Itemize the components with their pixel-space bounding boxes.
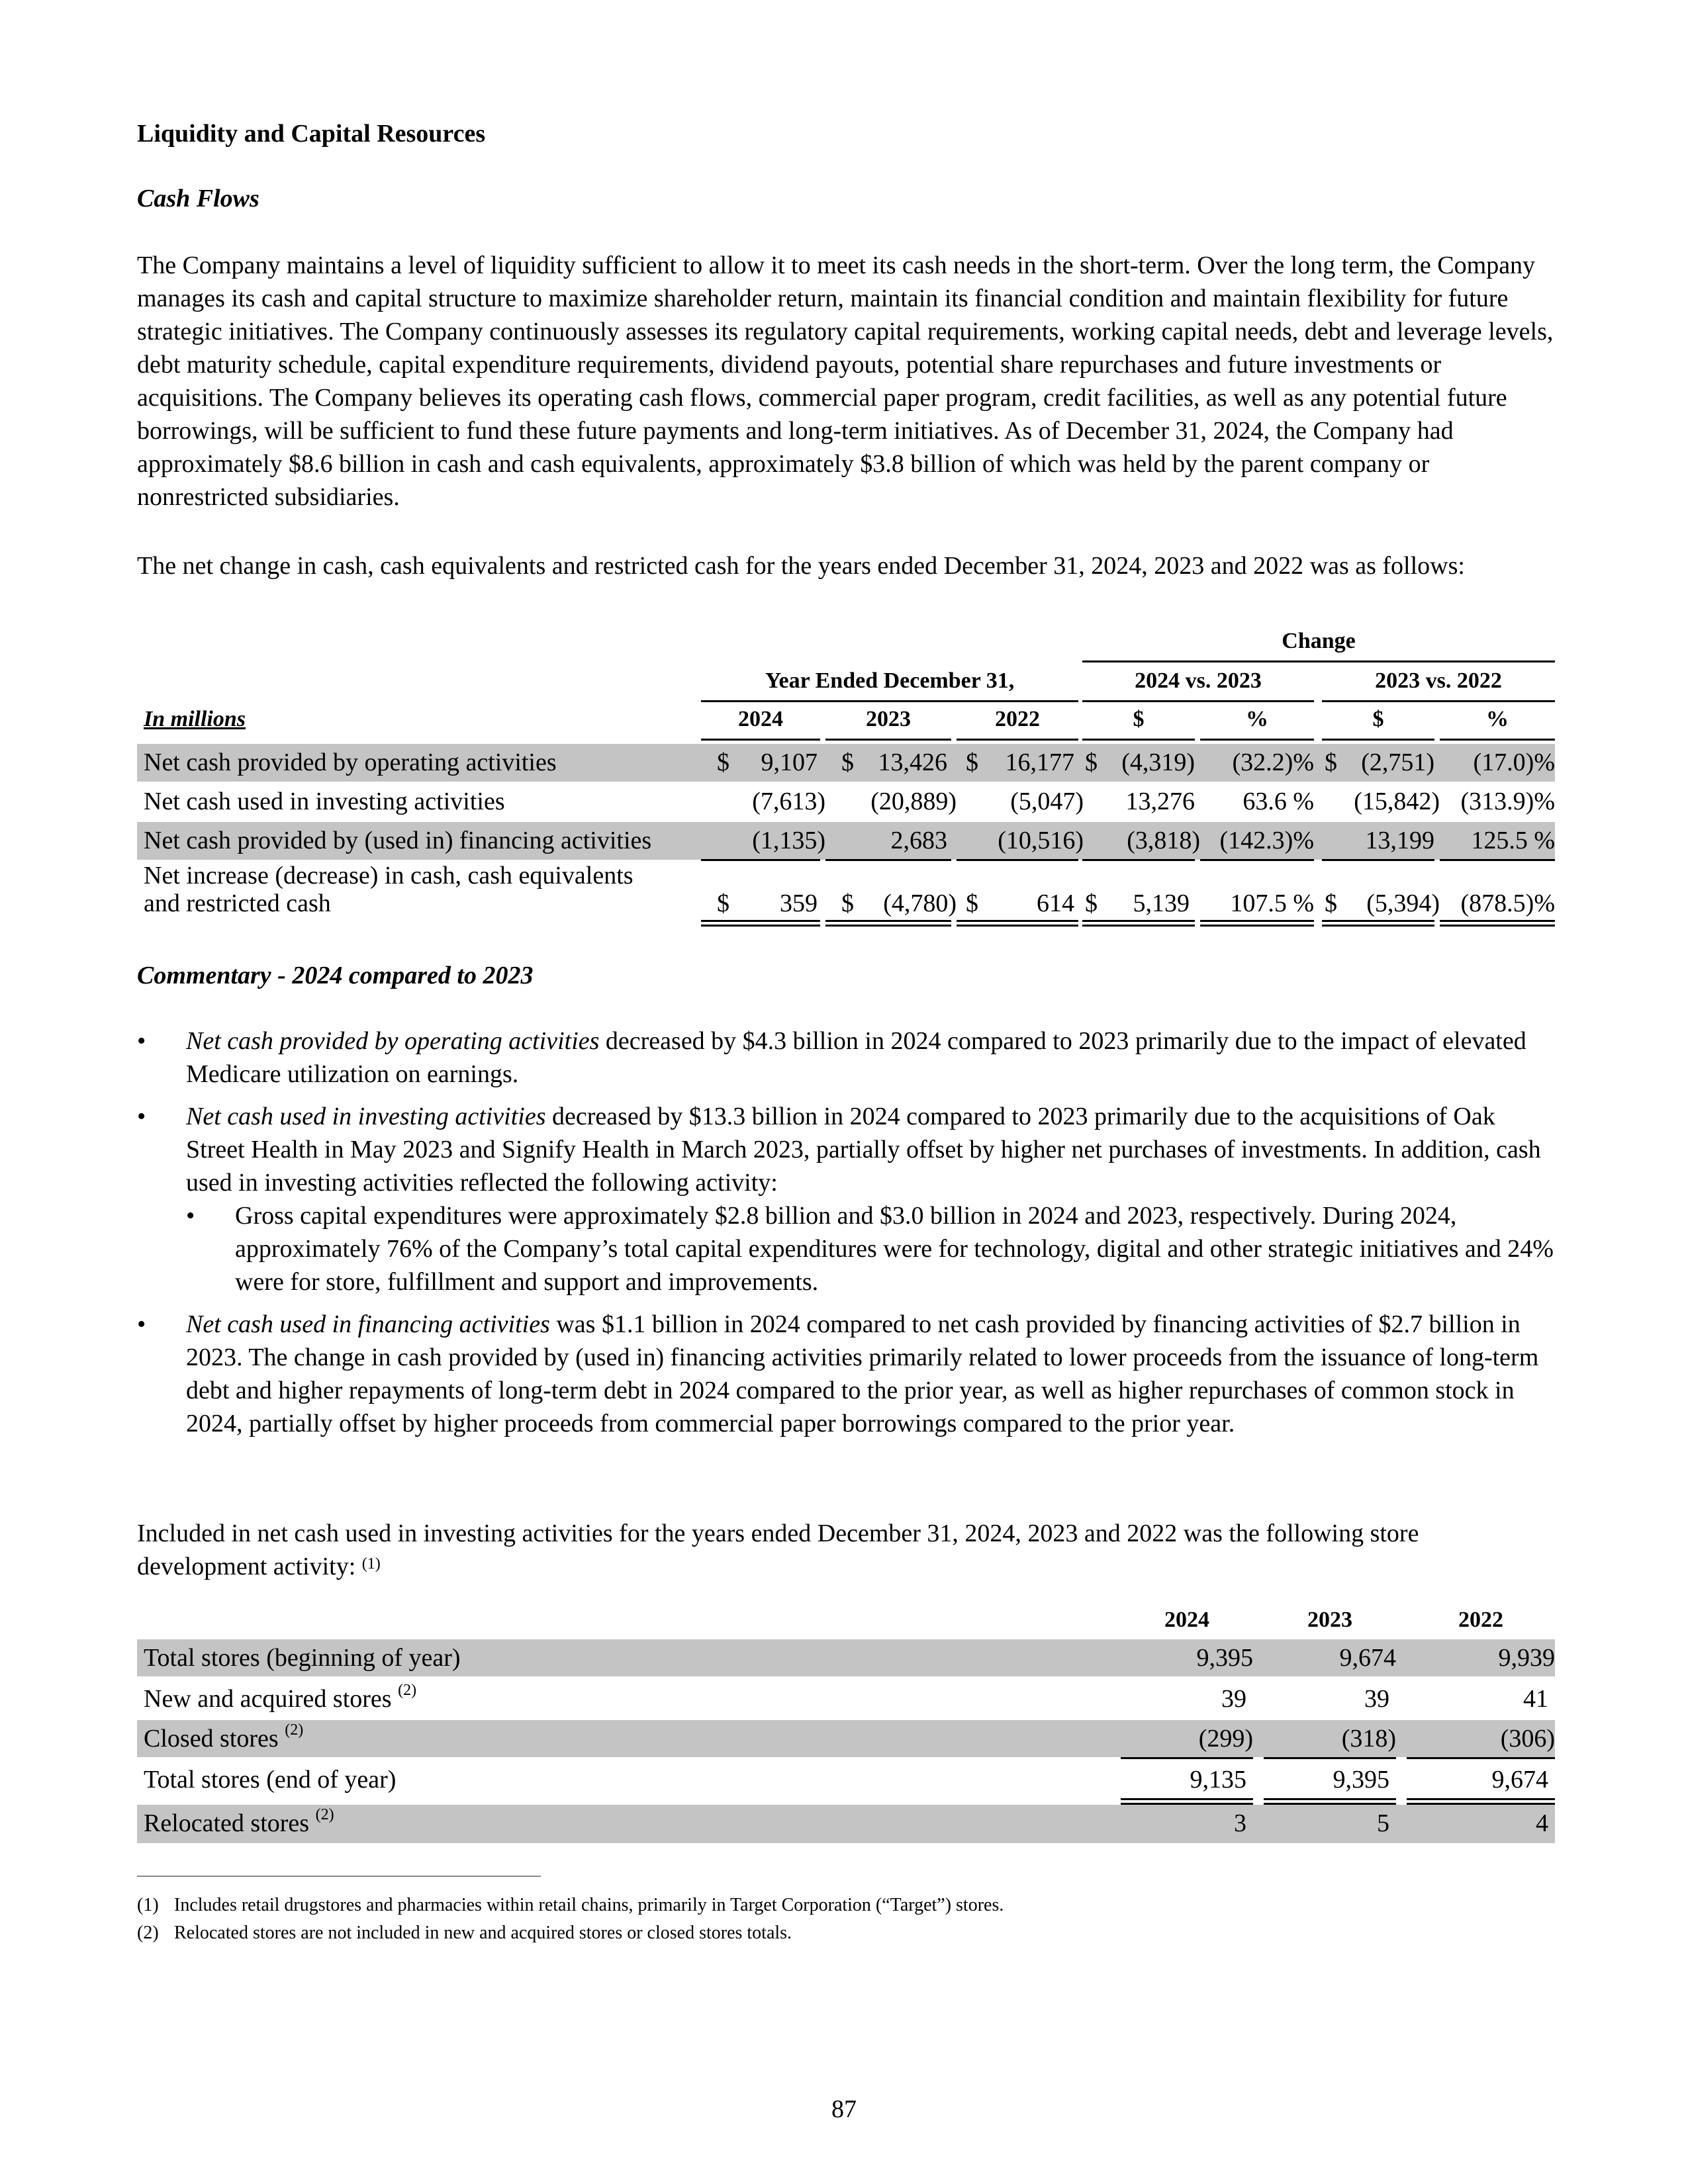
store-cell: 5 bbox=[1377, 1809, 1389, 1837]
row-label-operating: Net cash provided by operating activities bbox=[144, 749, 557, 776]
store-cell: (306) bbox=[1500, 1725, 1555, 1752]
bullet-mark: • bbox=[137, 1310, 146, 1338]
bullet-lead: Net cash provided by operating activities bbox=[186, 1027, 600, 1055]
rule bbox=[1200, 739, 1314, 741]
rule bbox=[1440, 739, 1555, 741]
store-cell: 3 bbox=[1234, 1809, 1246, 1837]
sub-bullet-text: Gross capital expenditures were approximately $2.8 billion and $3.0 billion in 2024 and 2023, respectively. During 2024, approximately 76% of the Company’s total capital expenditures were for technology, digital and other strategic initiatives and 24% were for store, fulfillment and support and improvements. bbox=[235, 1202, 1554, 1296]
rule bbox=[701, 739, 820, 741]
footnote-ref: (1) bbox=[361, 1555, 381, 1572]
rule bbox=[957, 920, 1078, 922]
store-cell: (318) bbox=[1341, 1725, 1396, 1752]
rule bbox=[825, 925, 951, 927]
store-row-label: Total stores (end of year) bbox=[144, 1766, 397, 1794]
rule bbox=[701, 920, 820, 922]
vs2-header: 2023 vs. 2022 bbox=[1375, 668, 1502, 693]
dollar-sign: $ bbox=[1085, 889, 1098, 917]
col-header-2022: 2022 bbox=[995, 707, 1040, 731]
store-cell: 9,135 bbox=[1190, 1766, 1246, 1794]
row-label-net-increase-line2: and restricted cash bbox=[144, 889, 331, 917]
vs1-header: 2024 vs. 2023 bbox=[1135, 668, 1262, 693]
rule bbox=[957, 739, 1078, 741]
store-col-2023: 2023 bbox=[1307, 1608, 1352, 1632]
cell-financing-2024: (1,135) bbox=[752, 827, 825, 854]
cell-investing-p1: 63.6 % bbox=[1243, 788, 1314, 815]
cell-financing-d2: 13,199 bbox=[1365, 827, 1434, 854]
row-label-net-increase-line1: Net increase (decrease) in cash, cash equivalents bbox=[144, 862, 633, 889]
cell-net-p1: 107.5 % bbox=[1230, 889, 1314, 917]
store-intro-text: Included in net cash used in investing activities for the years ended December 31, 2024, 2023 and 2022 was the following store development activity: bbox=[137, 1520, 1419, 1580]
bullet-text: was $1.1 billion in 2024 compared to net cash provided by financing activities of $2.7 billion in 2023. The change in cash provided by (used in) financing activities primarily related to lower proceeds from the issuance of long-term debt and higher repayments of long-term debt in 2024 compared to the prior year, as well as higher repurchases of common stock in 2024, partially offset by higher proceeds from commercial paper borrowings compared to the prior year. bbox=[186, 1310, 1539, 1437]
store-row-label: Relocated stores $^{(2)}$ bbox=[144, 1806, 334, 1837]
cell-operating-d2: (2,751) bbox=[1361, 749, 1434, 776]
dollar-sign: $ bbox=[1085, 749, 1098, 776]
col-header-dollar-2: $ bbox=[1372, 707, 1384, 731]
row-label-investing: Net cash used in investing activities bbox=[144, 788, 505, 815]
store-cell: 41 bbox=[1523, 1685, 1548, 1713]
store-cell: 9,395 bbox=[1333, 1766, 1389, 1794]
rule bbox=[1440, 925, 1555, 927]
bullet-text: decreased by $4.3 billion in 2024 compared to 2023 primarily due to the impact of elevated Medicare utilization on earnings. bbox=[186, 1027, 1526, 1088]
rule bbox=[1121, 1757, 1253, 1759]
store-row-label: Total stores (beginning of year) bbox=[144, 1644, 461, 1672]
rule bbox=[1322, 859, 1434, 861]
footnote-divider bbox=[137, 1876, 541, 1877]
col-header-dollar-1: $ bbox=[1133, 707, 1145, 731]
sub-bullet-capex bbox=[137, 1199, 1555, 1298]
rule bbox=[1407, 1798, 1555, 1800]
cell-operating-d1: (4,319) bbox=[1121, 749, 1195, 776]
rule bbox=[1440, 859, 1555, 861]
store-cell: 4 bbox=[1536, 1809, 1548, 1837]
cell-investing-d1: 13,276 bbox=[1125, 788, 1195, 815]
rule bbox=[701, 700, 1078, 702]
store-cell: 9,395 bbox=[1196, 1644, 1253, 1672]
store-table bbox=[137, 1605, 1555, 1856]
rule bbox=[701, 925, 820, 927]
rule bbox=[1082, 660, 1555, 662]
rule bbox=[1082, 859, 1195, 861]
commentary-title: Commentary - 2024 compared to 2023 bbox=[137, 962, 534, 989]
rule bbox=[1082, 700, 1314, 702]
cell-operating-2024: 9,107 bbox=[761, 749, 818, 776]
footnote-1: (1) Includes retail drugstores and pharmacies within retail chains, primarily in Target Corporation (“Target”) stores. bbox=[137, 1895, 1004, 1915]
row-label-financing: Net cash provided by (used in) financing activities bbox=[144, 827, 652, 854]
bullet-lead: Net cash used in investing activities bbox=[186, 1103, 546, 1130]
rule bbox=[957, 859, 1078, 861]
col-header-pct-1: % bbox=[1246, 707, 1268, 731]
col-header-2024: 2024 bbox=[738, 707, 783, 731]
store-cell: 39 bbox=[1364, 1685, 1389, 1713]
dollar-sign: $ bbox=[841, 889, 854, 917]
dollar-sign: $ bbox=[966, 889, 978, 917]
rule bbox=[1322, 739, 1434, 741]
dollar-sign: $ bbox=[717, 749, 729, 776]
intro-paragraph: The Company maintains a level of liquidity sufficient to allow it to meet its cash needs in the short-term. Over the long term, the Company manages its cash and capital structure to maximize shareholder return, maintain its financial condition and maintain flexibility for future strategic initiatives. The Company continuously assesses its regulatory capital requirements, working capital needs, debt and leverage levels, debt maturity schedule, capital expenditure requirements, dividend payouts, potential share repurchases and future investments or acquisitions. The Company believes its operating cash flows, commercial paper program, credit facilities, as well as any potential future borrowings, will be sufficient to fund these future payments and long-term initiatives. As of December 31, 2024, the Company had approximately $8.6 billion in cash and cash equivalents, approximately $3.8 billion of which was held by the parent company or nonrestricted subsidiaries. bbox=[137, 251, 1554, 511]
rule bbox=[1082, 739, 1195, 741]
cell-investing-2024: (7,613) bbox=[752, 788, 825, 815]
rule bbox=[1121, 1798, 1253, 1800]
dollar-sign: $ bbox=[717, 889, 729, 917]
rule bbox=[825, 920, 951, 922]
store-row-label: New and acquired stores $^{(2)}$ bbox=[144, 1682, 417, 1713]
cell-operating-2023: 13,426 bbox=[878, 749, 947, 776]
rule bbox=[1200, 925, 1314, 927]
rule bbox=[1264, 1798, 1396, 1800]
cell-financing-p2: 125.5 % bbox=[1471, 827, 1555, 854]
change-header: Change bbox=[1282, 629, 1356, 653]
cell-net-d2: (5,394) bbox=[1366, 889, 1440, 917]
footnote-2: (2) Relocated stores are not included in new and acquired stores or closed stores totals. bbox=[137, 1923, 792, 1943]
cell-investing-p2: (313.9)% bbox=[1460, 788, 1555, 815]
units-label: In millions bbox=[144, 707, 246, 731]
bullet-financing bbox=[137, 1308, 1555, 1440]
bullet-mark: • bbox=[137, 1103, 146, 1130]
cell-net-2024: 359 bbox=[780, 889, 818, 917]
cell-financing-p1: (142.3)% bbox=[1219, 827, 1314, 854]
rule bbox=[1440, 920, 1555, 922]
cell-investing-2023: (20,889) bbox=[870, 788, 957, 815]
cell-financing-2022: (10,516) bbox=[998, 827, 1084, 854]
cell-financing-d1: (3,818) bbox=[1127, 827, 1200, 854]
col-header-pct-2: % bbox=[1486, 707, 1509, 731]
rule bbox=[1322, 925, 1434, 927]
col-header-2023: 2023 bbox=[866, 707, 911, 731]
store-cell: 9,674 bbox=[1339, 1644, 1396, 1672]
store-col-2024: 2024 bbox=[1164, 1608, 1209, 1632]
rule bbox=[1407, 1757, 1555, 1759]
cell-operating-2022: 16,177 bbox=[1005, 749, 1074, 776]
cell-investing-2022: (5,047) bbox=[1010, 788, 1084, 815]
footnotes bbox=[137, 1891, 1004, 1947]
bullet-mark: • bbox=[186, 1202, 195, 1230]
cell-net-d1: 5,139 bbox=[1133, 889, 1190, 917]
subsection-title: Cash Flows bbox=[137, 185, 259, 212]
cell-net-p2: (878.5)% bbox=[1460, 889, 1555, 917]
bullet-mark: • bbox=[137, 1027, 146, 1055]
store-cell: (299) bbox=[1198, 1725, 1253, 1752]
rule bbox=[825, 859, 951, 861]
rule bbox=[1264, 1757, 1396, 1759]
year-header: Year Ended December 31, bbox=[765, 668, 1015, 693]
cell-net-2022: 614 bbox=[1037, 889, 1074, 917]
store-cell: 39 bbox=[1221, 1685, 1246, 1713]
cell-operating-p1: (32.2)% bbox=[1232, 749, 1314, 776]
bullet-lead: Net cash used in financing activities bbox=[186, 1310, 550, 1338]
rule bbox=[1322, 700, 1555, 702]
section-title: Liquidity and Capital Resources bbox=[137, 120, 486, 148]
dollar-sign: $ bbox=[966, 749, 978, 776]
rule bbox=[701, 859, 820, 861]
dollar-sign: $ bbox=[841, 749, 854, 776]
rule bbox=[1322, 920, 1434, 922]
cell-net-2023: (4,780) bbox=[883, 889, 957, 917]
store-cell: 9,674 bbox=[1491, 1766, 1548, 1794]
bullet-operating bbox=[137, 1024, 1555, 1091]
net-change-intro: The net change in cash, cash equivalents and restricted cash for the years ended December 31, 2024, 2023 and 2022 was as follows: bbox=[137, 552, 1465, 580]
page-number: 87 bbox=[831, 2095, 857, 2123]
cell-financing-2023: 2,683 bbox=[890, 827, 947, 854]
store-cell: 9,939 bbox=[1498, 1644, 1555, 1672]
rule bbox=[1200, 859, 1314, 861]
cell-investing-d2: (15,842) bbox=[1354, 788, 1440, 815]
dollar-sign: $ bbox=[1325, 889, 1337, 917]
rule bbox=[957, 925, 1078, 927]
rule bbox=[825, 739, 951, 741]
store-col-2022: 2022 bbox=[1458, 1608, 1503, 1632]
commentary-bullets bbox=[137, 1024, 1555, 1449]
rule bbox=[1200, 920, 1314, 922]
cash-flow-table bbox=[137, 622, 1555, 927]
bullet-investing bbox=[137, 1100, 1555, 1298]
dollar-sign: $ bbox=[1325, 749, 1337, 776]
rule bbox=[1082, 925, 1195, 927]
cell-operating-p2: (17.0)% bbox=[1473, 749, 1555, 776]
bullet-text: decreased by $13.3 billion in 2024 compared to 2023 primarily due to the acquisitions of Oak Street Health in May 2023 and Signify Health in March 2023, partially offset by higher net purchases of investments. In addition, cash used in investing activities reflected the following activity: bbox=[186, 1103, 1541, 1197]
store-row-label: Closed stores $^{(2)}$ bbox=[144, 1721, 304, 1752]
store-intro bbox=[137, 1517, 1555, 1583]
rule bbox=[1082, 920, 1195, 922]
